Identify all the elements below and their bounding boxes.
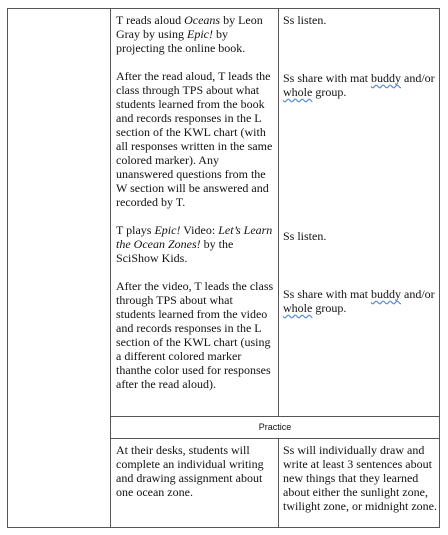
column-divider-middle-lower bbox=[278, 438, 279, 528]
teacher-cell bbox=[116, 13, 274, 391]
teacher-step-2: After the read aloud, T leads the class through TPS about what students learned from the book and records responses in the L section of the KWL chart (with all responses written in the same colored marker). Any unanswered questions from the W section will be answered and recorded by T. bbox=[116, 69, 273, 209]
practice-teacher-cell: At their desks, students will complete an individual writing and drawing assignment about one ocean zone. bbox=[116, 443, 264, 499]
student-response-2: Ss share with mat buddy and/or whole group. bbox=[283, 71, 435, 99]
teacher-step-3: T plays Epic! Video: Let’s Learn the Ocean Zones! by the SciShow Kids. bbox=[116, 223, 273, 265]
teacher-step-4: After the video, T leads the class through TPS about what students learned from the video and records responses in the L section of the KWL chart (using a different colored marker thanthe color used for responses after the read aloud). bbox=[116, 279, 274, 391]
column-divider-middle bbox=[278, 8, 279, 416]
practice-student-cell: Ss will individually draw and write at least 3 sentences about new things that they learned about either the sunlight zone, twilight zone, or midnight zone. bbox=[283, 443, 437, 513]
column-divider-left bbox=[110, 8, 111, 528]
student-response-3: Ss listen. bbox=[283, 229, 327, 243]
practice-band-top bbox=[110, 416, 440, 417]
practice-heading: Practice bbox=[258, 422, 292, 432]
student-response-4: Ss share with mat buddy and/or whole group. bbox=[283, 287, 435, 315]
student-response-1: Ss listen. bbox=[283, 13, 327, 27]
teacher-step-1: T reads aloud Oceans by Leon Gray by using Epic! by projecting the online book. bbox=[116, 13, 263, 55]
practice-band-bottom bbox=[110, 438, 440, 439]
